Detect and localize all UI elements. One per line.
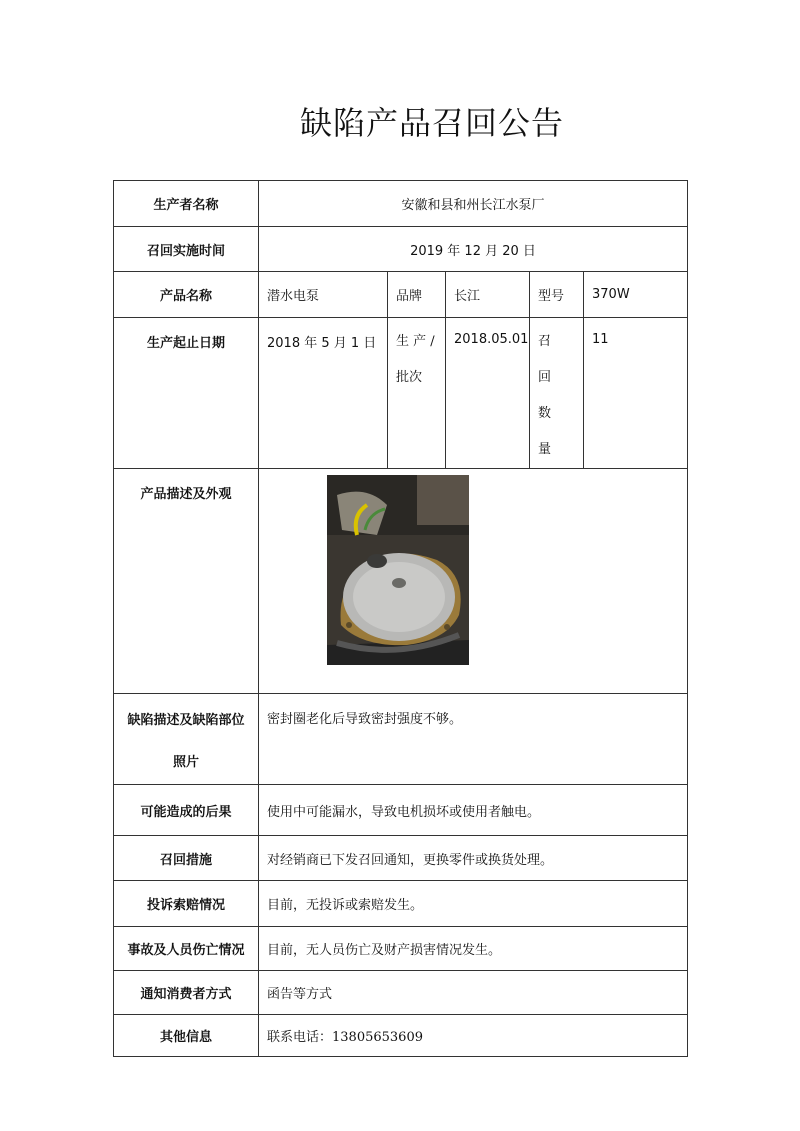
- model-label: 型号: [530, 272, 584, 318]
- table-row: [114, 469, 688, 694]
- quantity-label: 召 回 数量: [538, 334, 560, 457]
- product-name-value: 潜水电泵: [259, 272, 388, 318]
- notify-label: 通知消费者方式: [114, 971, 259, 1015]
- production-period-label: 生产起止日期: [114, 318, 259, 469]
- recall-time-label: 召回实施时间: [114, 227, 259, 272]
- brand-label: 品牌: [388, 272, 446, 318]
- complaints-value: 目前，无投诉或索赔发生。: [259, 881, 688, 927]
- production-period-value: 2018 年 5 月 1 日: [259, 318, 388, 469]
- batch-value: 2018.05.01: [446, 318, 530, 469]
- measures-label: 召回措施: [114, 836, 259, 881]
- measures-value: 对经销商已下发召回通知，更换零件或换货处理。: [259, 836, 688, 881]
- table-row: [114, 881, 688, 927]
- complaints-label: 投诉索赔情况: [114, 881, 259, 927]
- description-label: 产品描述及外观: [114, 469, 259, 694]
- batch-label: 生 产 / 批次: [396, 334, 435, 385]
- table-row: [114, 971, 688, 1015]
- table-row: [114, 181, 688, 227]
- brand-value: 长江: [446, 272, 530, 318]
- accidents-label: 事故及人员伤亡情况: [114, 927, 259, 971]
- quantity-value: 11: [584, 318, 688, 469]
- table-row: [114, 836, 688, 881]
- product-name-label: 产品名称: [114, 272, 259, 318]
- model-value: 370W: [584, 272, 688, 318]
- defect-label: 缺陷描述及缺陷部位照片: [127, 713, 245, 770]
- table-row: [114, 1015, 688, 1057]
- defect-value: 密封圈老化后导致密封强度不够。: [259, 694, 688, 785]
- notify-value: 函告等方式: [259, 971, 688, 1015]
- consequence-label: 可能造成的后果: [114, 785, 259, 836]
- table-row: [114, 272, 688, 318]
- producer-value: 安徽和县和州长江水泵厂: [259, 181, 688, 227]
- consequence-value: 使用中可能漏水，导致电机损坏或使用者触电。: [259, 785, 688, 836]
- table-row: [114, 318, 688, 469]
- other-value: 联系电话：13805653609: [259, 1015, 688, 1057]
- product-photo: [327, 475, 469, 665]
- recall-info-table: [113, 180, 688, 1057]
- page-title: 缺陷产品召回公告: [299, 104, 564, 142]
- table-row: [114, 227, 688, 272]
- table-row: [114, 927, 688, 971]
- accidents-value: 目前，无人员伤亡及财产损害情况发生。: [259, 927, 688, 971]
- producer-label: 生产者名称: [114, 181, 259, 227]
- table-row: [114, 694, 688, 785]
- table-row: [114, 785, 688, 836]
- other-label: 其他信息: [114, 1015, 259, 1057]
- recall-time-value: 2019 年 12 月 20 日: [259, 227, 688, 272]
